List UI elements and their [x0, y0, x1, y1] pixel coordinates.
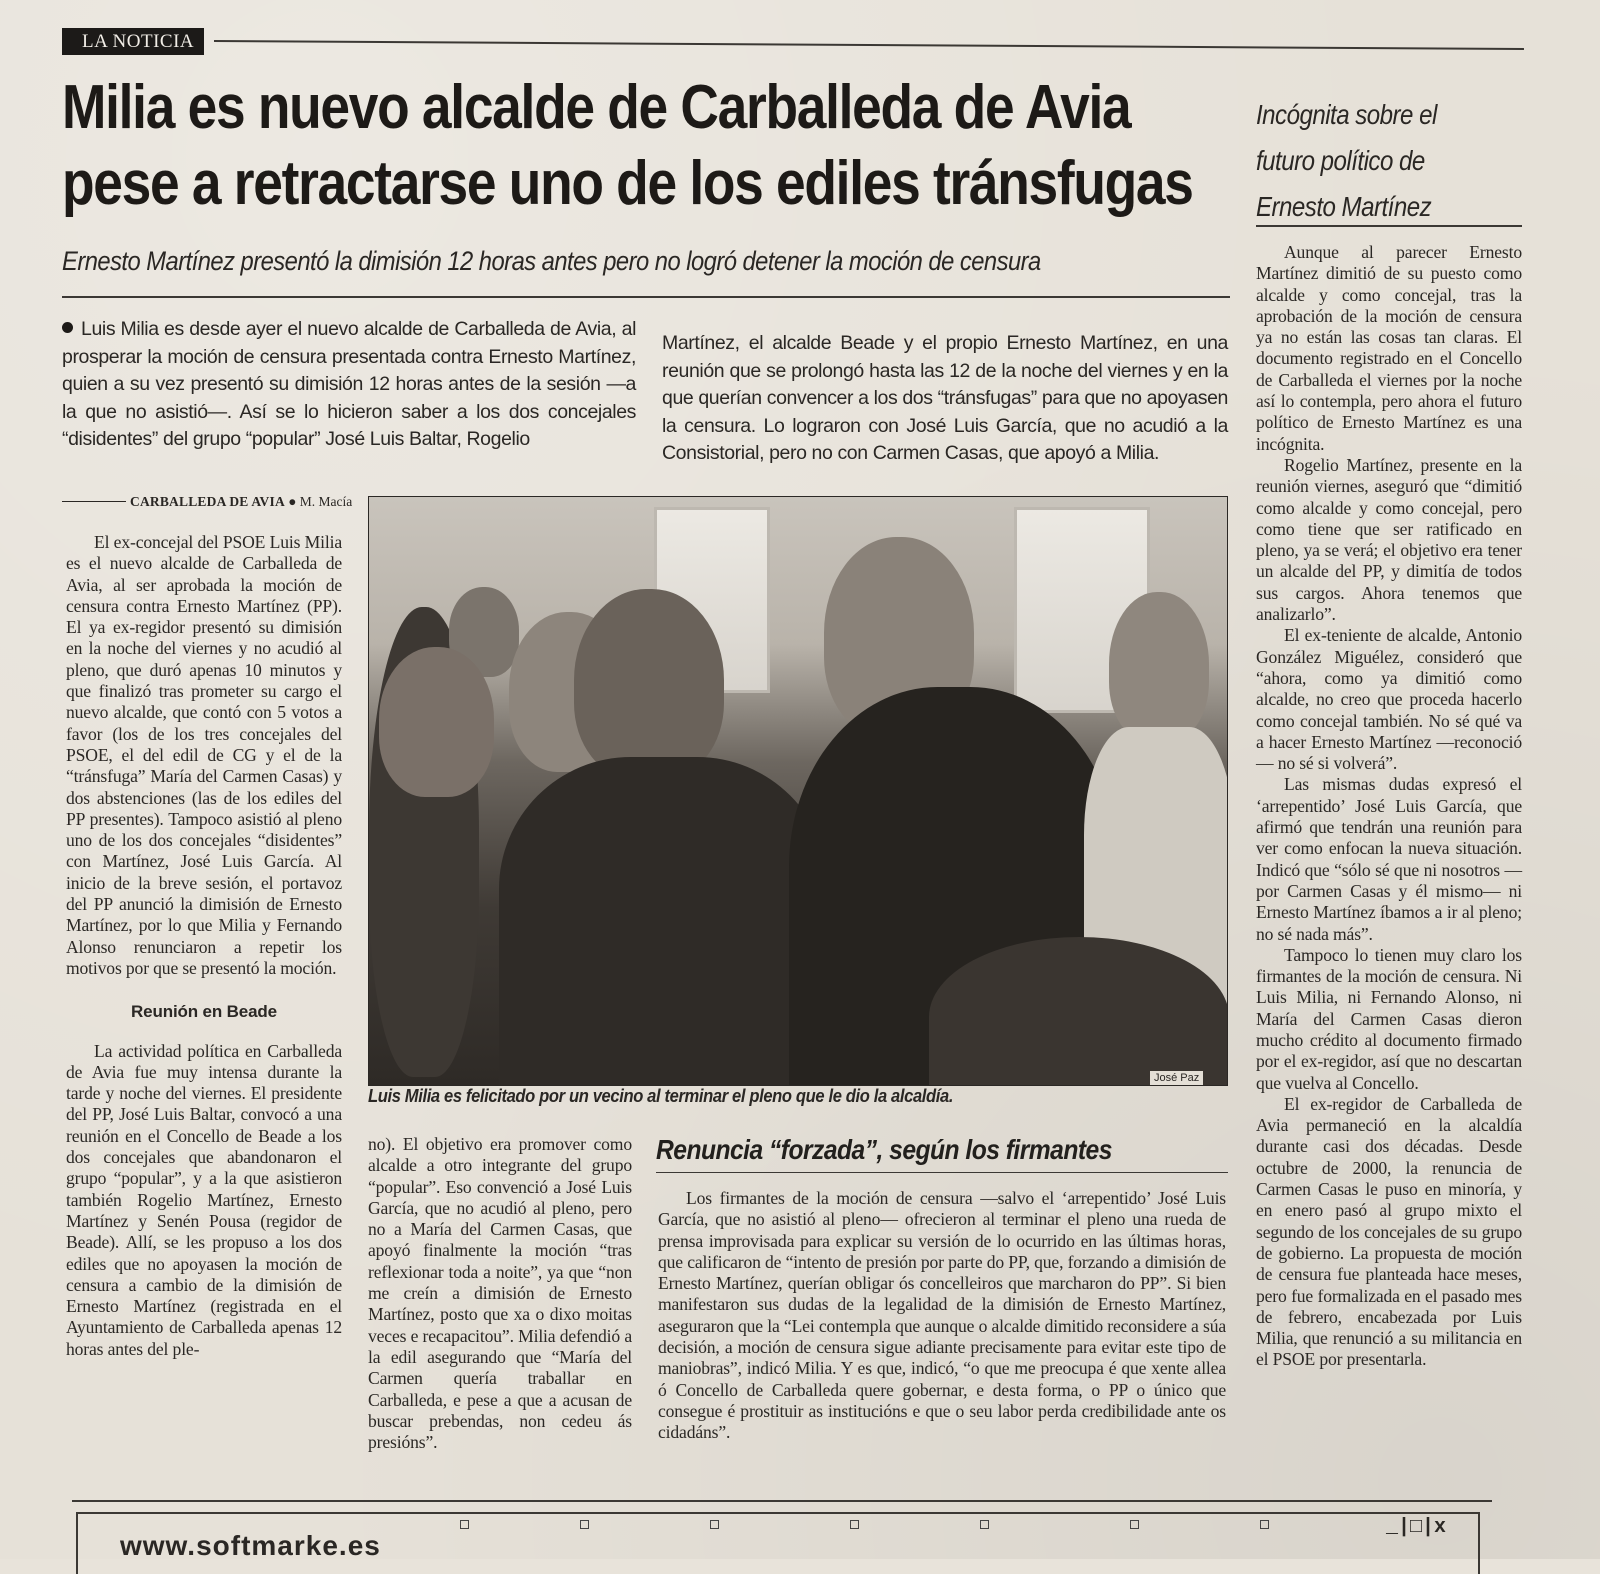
bottom-rule-divider — [72, 1500, 1492, 1502]
news-photo — [368, 496, 1228, 1086]
sidebar-paragraph-6: El ex-regidor de Carballeda de Avia permaneció en la alcaldía durante casi dos décadas. Desde octubre de 2000, la renuncia de Carmen Casas le puso en minoría, y en enero pasó al grupo mixto el segundo de los concejales de su grupo de gobierno. La propuesta de moción de censura fue planteada hace meses, pero fue formalizada en el pasado mes de febrero, encabezada por Luis Milia, que renunció a su militancia en el PSOE por presentarla. — [1256, 1093, 1522, 1370]
secondary-headline-rule — [656, 1172, 1228, 1173]
sidebar-headline-line-1: Incógnita sobre el — [1256, 99, 1437, 130]
headline-line-2: pese a retractarse uno de los ediles tránsfugas — [62, 149, 1193, 218]
sidebar-headline-rule — [1256, 225, 1522, 227]
photo-foreground-shoulder — [929, 937, 1228, 1086]
byline — [62, 494, 352, 510]
body-column-1 — [66, 532, 342, 1360]
secondary-paragraph: Los firmantes de la moción de censura —salvo el ‘arrepentido’ José Luis García, que no asistió al pleno— ofrecieron al terminar el pleno una rueda de prensa improvisada para explicar su versión de lo ocurrido en las últimas horas, que calificaron de “intento de presión por parte do PP, que, forzando a dimisión de Ernesto Martínez, querían obligar ós concelleiros que marcharon do PP”. Si bien manifestaron sus dudas de la legalidad de la dimisión de Ernesto Martínez, aseguraron que la “Lei contempla que aunque o alcalde dimitido reconsidere a súa decisión, a moción de censura sigue adiante precisamente para evitar este tipo de maniobras”, indicó Milia. Y es que, indicó, “o que me preocupa é que xente allea ó Concello de Carballeda quere gobernar, e desta forma, o PP o único que consegue é prostituir as institucións e que o seu labor perda credibilidade ante os cidadáns”. — [658, 1188, 1226, 1443]
column-1-paragraph-1: El ex-concejal del PSOE Luis Milia es el nuevo alcalde de Carballeda de Avia, al ser aprobada la moción de censura contra Ernesto Martínez (PP). El ya ex-regidor presentó su dimisión en la noche del viernes y no acudió al pleno, que duró apenas 10 minutos y que finalizó tras prometer su cargo el nuevo alcalde, que contó con 5 votos a favor (los de los tres concejales del PSOE, el del edil de CG y el de la “tránsfuga” María del Carmen Casas) y dos abstenciones (las de los ediles del PP presentes). Tampoco asistió al pleno uno de los dos concejales “disidentes” con Martínez, José Luis García. Al inicio de la breve sesión, el portavoz del PP anunció la dimisión de Ernesto Martínez, por lo que Milia y Fernando Alonso renunciaron a repetir los motivos por que se presentó la moción. — [66, 532, 342, 978]
sidebar-paragraph-3: El ex-teniente de alcalde, Antonio González Miguélez, consideró que “ahora, como ya dimitió como alcalde, no creo que proceda hacerlo como concejal también. No sé qué va a hacer Ernesto Martínez —reconoció— no sé si volverá”. — [1256, 625, 1522, 774]
photo-credit: José Paz — [1150, 1071, 1203, 1085]
sidebar-body — [1256, 242, 1522, 1371]
ad-window-controls-icon: _|□|x — [1386, 1516, 1447, 1539]
ad-checkbox-icon — [580, 1520, 640, 1530]
photo-head-elder — [379, 647, 494, 797]
subsection-heading: Reunión en Beade — [131, 1002, 277, 1022]
column-1-paragraph-2: La actividad política en Carballeda de Avia fue muy intensa durante la tarde y noche del viernes. El presidente del PP, José Luis Baltar, convocó a una reunión en el Concello de Beade a los dos concejales que abandonaron el grupo “popular”, y a la que asistieron también Rogelio Martínez, Ernesto Martínez y Senén Pousa (regidor de Beade). Allí, se les propuso a los dos ediles que no apoyasen la moción de censura a cambio de la dimisión de Ernesto Martínez (registrada en el Ayuntamiento de Carballeda apenas 12 horas antes del ple- — [66, 1040, 342, 1359]
ad-checkbox-icon — [710, 1520, 770, 1530]
lead-text-1: Luis Milia es desde ayer el nuevo alcalde de Carballeda de Avia, al prosperar la moción de censura presentada contra Ernesto Martínez, quien a su vez presentó su dimisión 12 horas antes de la sesión —a la que no asistió—. Así se lo hicieron saber a los dos concejales “disidentes” del grupo “popular” José Luis Baltar, Rogelio — [62, 318, 636, 450]
photo-caption: Luis Milia es felicitado por un vecino al terminar el pleno que le dio la alcaldía. — [368, 1086, 954, 1106]
subheadline: Ernesto Martínez presentó la dimisión 12 horas antes pero no logró detener la moción de censura — [62, 246, 1041, 276]
sidebar-headline-line-2: futuro político de — [1256, 145, 1425, 176]
secondary-headline: Renuncia “forzada”, según los firmantes — [656, 1134, 1112, 1165]
column-2-paragraph: no). El objetivo era promover como alcalde a otro integrante del grupo “popular”. Eso convenció a José Luis García, que no acudió al pleno, pero no a María del Carmen Casas, que apoyó finalmente la moción “tras reflexionar toda a noite”, ya que “non me creín a dimisión de Ernesto Martínez, posto que xa o dixo moitas veces e recapacitou”. Milia defendió a la edil asegurando que “María del Carmen quería traballar en Carballeda, e pese a que a acusan de buscar prebendas, non cedeu ás presións”. — [368, 1134, 632, 1453]
byline-rule — [62, 501, 126, 502]
photo-head-right — [1109, 592, 1209, 742]
lead-column-1 — [62, 316, 636, 454]
sidebar-paragraph-5: Tampoco lo tienen muy claro los firmantes de la moción de censura. Ni Luis Milia, ni Fernando Alonso, ni María del Carmen Casas dieron mucho crédito al documento firmado por el ex-regidor, así que no descartan que vuelva al Concello. — [1256, 944, 1522, 1093]
sidebar-headline — [1256, 92, 1480, 230]
ad-checkbox-icon — [1260, 1520, 1320, 1530]
subheadline-rule — [62, 296, 1230, 298]
sidebar-paragraph-1: Aunque al parecer Ernesto Martínez dimitió de su puesto como alcalde y como concejal, tras la aprobación de la moción de censura ya no están las cosas tan claras. El documento registrado en el Concello de Carballeda el viernes por la noche así lo contempla, pero ahora el futuro político de Ernesto Martínez es una incógnita. — [1256, 242, 1522, 454]
byline-bullet: ● — [288, 494, 297, 509]
advertisement-url: www.softmarke.es — [120, 1530, 381, 1561]
ad-checkbox-icon — [460, 1520, 520, 1530]
ad-checkbox-icon — [850, 1520, 910, 1530]
sidebar-headline-line-3: Ernesto Martínez — [1256, 191, 1432, 222]
main-headline — [62, 70, 1193, 222]
lead-column-2 — [662, 330, 1228, 468]
ad-checkbox-icon — [1130, 1520, 1190, 1530]
headline-line-1: Milia es nuevo alcalde de Carballeda de Avia — [62, 73, 1131, 142]
secondary-body — [658, 1188, 1226, 1444]
sidebar-paragraph-2: Rogelio Martínez, presente en la reunión viernes, aseguró que “dimitió como alcalde y como concejal, pero como tiene que ser ratificado en pleno, ya se verá; el objetivo era tener un alcalde del PP, y dimitía de todos sus cargos. Ahora tenemos que analizarlo”. — [1256, 454, 1522, 625]
body-column-2 — [368, 1134, 632, 1453]
ad-checkbox-icon — [980, 1520, 1040, 1530]
bullet-icon — [62, 322, 73, 333]
sidebar-paragraph-4: Las mismas dudas expresó el ‘arrepentido’ José Luis García, que afirmó que tendrán una reunión para ver como enfocan la nueva situación. Indicó que “sólo sé que ni nosotros —por Carmen Casas y él mismo— ni Ernesto Martínez íbamos a ir al pleno; no sé nada más”. — [1256, 774, 1522, 944]
byline-location: CARBALLEDA DE AVIA — [130, 494, 285, 509]
photo-jacket-milia — [499, 757, 829, 1086]
byline-author: M. Macía — [299, 494, 353, 509]
photo-head-milia — [574, 589, 724, 779]
lead-text-2: Martínez, el alcalde Beade y el propio Ernesto Martínez, en una reunión que se prolongó hasta las 12 de la noche del viernes y en la que querían convencer a los dos “tránsfugas” para que no apoyasen la censura. Lo lograron con José Luis García, que no acudió a la Consistorial, pero no con Carmen Casas, que apoyó a Milia. — [662, 332, 1228, 464]
section-tag: LA NOTICIA — [62, 28, 204, 55]
